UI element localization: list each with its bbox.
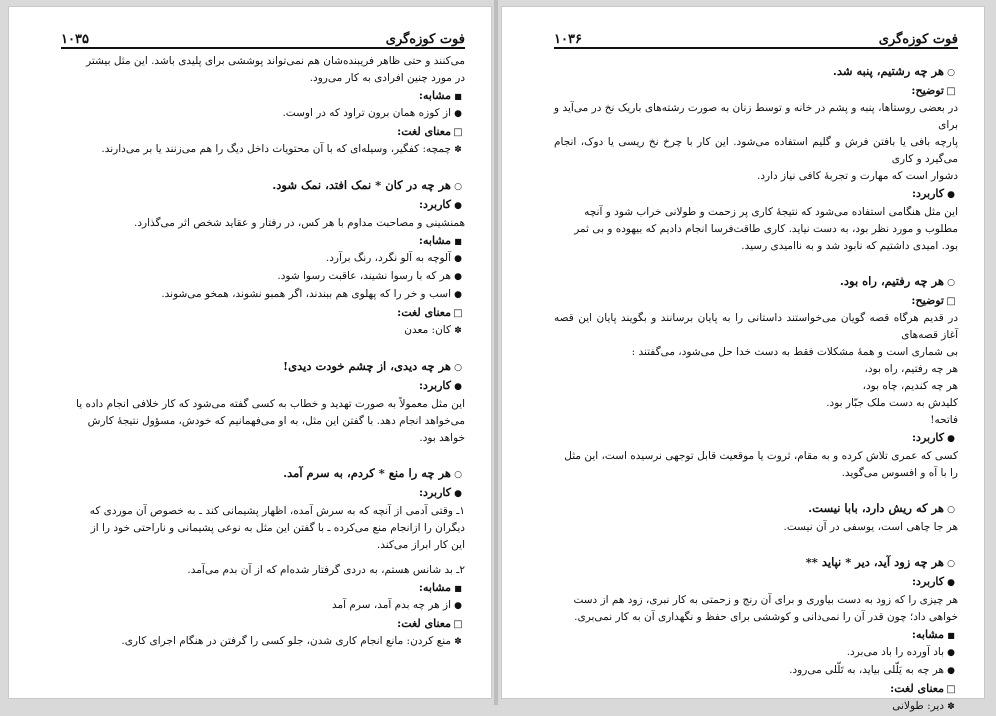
section-label: [61, 615, 465, 633]
square-bullet-icon: [944, 626, 958, 644]
line-text: هر که با رسوا نشیند، عاقبت رسوا شود.: [277, 270, 451, 282]
text-line: [554, 310, 958, 344]
left-page-body: [61, 53, 465, 690]
section-label: [61, 123, 465, 141]
section-label: [61, 87, 465, 105]
line-text: همنشینی و مصاحبت مداوم با هر کس، در رفتار و عقاید شخص اثر می‌گذارد.: [134, 217, 465, 229]
proverb-heading: [554, 554, 958, 573]
list-item: [61, 105, 465, 123]
box-bullet-icon: [451, 615, 465, 633]
section-label: [61, 377, 465, 396]
book-gutter: [494, 0, 498, 705]
proverb-heading: [61, 177, 465, 196]
line-text: کلیدش به دست ملک جبّار بود.: [826, 397, 958, 409]
text-line: [61, 430, 465, 447]
left-page-header: [61, 25, 465, 49]
line-text: معنای لغت:: [397, 125, 451, 138]
text-line: [61, 537, 465, 554]
list-item: [61, 597, 465, 615]
dot-bullet-icon: [451, 250, 465, 268]
circle-bullet-icon: [944, 273, 958, 292]
right-page-body: [554, 53, 958, 712]
section-label: [554, 573, 958, 592]
line-text: دیگران را ازانجام منع می‌کرده ـ با گفتن این مثل به نوعی پشیمانی و ناراحتی خود را از: [90, 522, 465, 534]
star-bullet-icon: [944, 698, 958, 716]
text-line: [61, 396, 465, 413]
line-text: کاربرد:: [912, 187, 944, 200]
dot-bullet-icon: [944, 644, 958, 662]
text-line: [61, 413, 465, 430]
line-text: کاربرد:: [419, 379, 451, 392]
line-text: کاربرد:: [419, 198, 451, 211]
text-line: [554, 448, 958, 465]
circle-bullet-icon: [451, 358, 465, 377]
line-text: فاتحه!: [930, 414, 958, 426]
square-bullet-icon: [451, 87, 465, 105]
line-text: این کار ابراز می‌کند.: [376, 539, 465, 551]
dot-bullet-icon: [451, 484, 465, 503]
text-line: [554, 100, 958, 134]
text-line: [554, 519, 958, 536]
section-label: [554, 292, 958, 310]
line-text: دشوار است که مهارت و تجربهٔ کافی نیاز دارد.: [757, 170, 958, 182]
line-text: کسی که عمری تلاش کرده و به مقام، ثروت یا موقعیت قابل توجهی نرسیده است، این مثل: [564, 450, 958, 462]
line-text: توضیح:: [911, 84, 944, 97]
line-text: مشابه:: [911, 628, 944, 641]
list-item: [554, 698, 958, 716]
text-line: [554, 609, 958, 626]
line-text: کاربرد:: [912, 575, 944, 588]
section-label: [554, 429, 958, 448]
line-text: ۱ـ وقتی آدمی از آنچه که به سرش آمده، اظهار پشیمانی کند ـ به خصوص آن موردی که: [89, 505, 465, 517]
left-page-number: ۱۰۳۵: [61, 32, 89, 47]
box-bullet-icon: [451, 123, 465, 141]
line-text: در مورد چنین افرادی به کار می‌رود.: [309, 72, 465, 84]
line-text: پارچه بافی یا بافتن فرش و گلیم استفاده می‌شود. این کار با چرخ نخ ریسی یا دوک، انجام می‌گیرد و کاری: [554, 136, 958, 165]
circle-bullet-icon: [944, 500, 958, 519]
section-label: [61, 232, 465, 250]
dot-bullet-icon: [451, 105, 465, 123]
line-text: چمچه: کفگیر، وسیله‌ای که با آن محتویات داخل دیگ را هم می‌زنند یا بر می‌دارند.: [101, 143, 451, 155]
list-item: [554, 644, 958, 662]
text-line: [61, 520, 465, 537]
box-bullet-icon: [944, 82, 958, 100]
circle-bullet-icon: [944, 554, 958, 573]
line-text: هر چه رشتیم، پنبه شد.: [832, 64, 944, 78]
line-text: را با آه و افسوس می‌گوید.: [841, 467, 958, 479]
left-page: [8, 6, 492, 699]
line-text: کاربرد:: [419, 486, 451, 499]
line-text: مشابه:: [418, 89, 451, 102]
box-bullet-icon: [451, 304, 465, 322]
section-label: [61, 304, 465, 322]
proverb-heading: [61, 358, 465, 377]
section-label: [554, 82, 958, 100]
dot-bullet-icon: [451, 268, 465, 286]
dot-bullet-icon: [451, 286, 465, 304]
circle-bullet-icon: [451, 177, 465, 196]
proverb-heading: [554, 500, 958, 519]
proverb-heading: [554, 273, 958, 292]
line-text: می‌خواهد انجام دهد. با گفتن این مثل، به او می‌فهمانیم که خودش، مسؤول نتیجهٔ کارش: [87, 415, 465, 427]
star-bullet-icon: [451, 141, 465, 159]
line-text: بود. امیدی داشتیم که نابود شد و به ناامیدی رسید.: [741, 240, 958, 252]
list-item: [61, 322, 465, 340]
circle-bullet-icon: [451, 465, 465, 484]
line-text: اسب و خر را که پهلوی هم ببندند، اگر همبو نشوند، همخو می‌شوند.: [161, 288, 451, 300]
dot-bullet-icon: [451, 377, 465, 396]
right-header-title: فوت کوزه‌گری: [878, 32, 958, 47]
line-text: هر که ریش دارد، بابا نیست.: [808, 501, 944, 515]
section-label: [554, 626, 958, 644]
text-line: [554, 168, 958, 185]
line-text: هر چه رفتیم، راه بود.: [839, 274, 944, 288]
section-gap: [554, 255, 958, 263]
line-text: کاربرد:: [912, 431, 944, 444]
line-text: بی شماری است و همهٔ مشکلات فقط به دست خدا حل می‌شود، می‌گفتند :: [631, 346, 958, 358]
section-gap: [554, 482, 958, 490]
line-text: از هر چه بدم آمد، سرم آمد: [332, 599, 451, 611]
line-text: منع کردن: مانع انجام کاری شدن، جلو کسی را گرفتن در هنگام اجرای کاری.: [121, 635, 451, 647]
line-text: معنای لغت:: [397, 617, 451, 630]
square-bullet-icon: [451, 579, 465, 597]
section-gap: [61, 340, 465, 348]
line-text: توضیح:: [911, 294, 944, 307]
list-item: [61, 250, 465, 268]
square-bullet-icon: [451, 232, 465, 250]
section-gap: [61, 159, 465, 167]
line-text: معنای لغت:: [397, 306, 451, 319]
proverb-heading: [61, 465, 465, 484]
line-text: در قدیم هرگاه قصه گویان می‌خواستند داستانی را به پایان برسانند و بگویند پایان این قصه آغاز قصه‌های: [554, 312, 958, 341]
text-line: [554, 592, 958, 609]
text-line: [554, 238, 958, 255]
text-line: [554, 344, 958, 361]
list-item: [61, 286, 465, 304]
line-text: خواهی داد؛ چون قدر آن را نمی‌دانی و کوششی برای حفظ و نگهداری آن به کار نمی‌بری.: [574, 611, 958, 623]
section-label: [554, 680, 958, 698]
list-item: [61, 141, 465, 159]
line-text: هر چه زود آید، دیر * نپاید **: [805, 555, 944, 569]
text-line: [61, 53, 465, 70]
star-bullet-icon: [451, 633, 465, 651]
line-text: مطلوب و مورد نظر بود، به دست نیاید. کاری طاقت‌فرسا انجام دادیم که بیهوده و بی ثمر: [574, 223, 958, 235]
box-bullet-icon: [944, 292, 958, 310]
line-text: هر چه را منع * کردم، به سرم آمد.: [283, 466, 451, 480]
dot-bullet-icon: [451, 196, 465, 215]
section-gap: [61, 554, 465, 562]
line-text: مشابه:: [418, 581, 451, 594]
line-text: هر جا چاهی است، یوسفی در آن نیست.: [783, 521, 958, 533]
text-line: [554, 465, 958, 482]
dot-bullet-icon: [944, 573, 958, 592]
text-line: [554, 361, 958, 378]
text-line: [554, 204, 958, 221]
right-page-header: [554, 25, 958, 49]
star-bullet-icon: [451, 322, 465, 340]
list-item: [61, 268, 465, 286]
line-text: ۲ـ بد شانس هستم، به دردی گرفتار شده‌ام که از آن بدم می‌آمد.: [187, 564, 465, 576]
section-gap: [554, 536, 958, 544]
circle-bullet-icon: [944, 63, 958, 82]
line-text: می‌کنند و حتی ظاهر فریبنده‌شان هم نمی‌تواند پوششی برای پلیدی باشد. این مثل بیشتر: [86, 55, 465, 67]
text-line: [554, 378, 958, 395]
dot-bullet-icon: [944, 662, 958, 680]
line-text: هر چه کندیم، چاه بود،: [862, 380, 958, 392]
section-gap: [61, 447, 465, 455]
right-page-number: ۱۰۳۶: [554, 32, 582, 47]
line-text: معنای لغت:: [890, 682, 944, 695]
line-text: هر چیزی را که زود به دست بیاوری و برای آن رنج و زحمتی به کار نبری، زود هم از دست: [573, 594, 958, 606]
text-line: [554, 221, 958, 238]
line-text: هر چه در کان * نمک افتد، نمک شود.: [272, 178, 451, 192]
section-label: [554, 185, 958, 204]
proverb-heading: [554, 63, 958, 82]
text-line: [61, 503, 465, 520]
line-text: دیر: طولانی: [892, 700, 944, 712]
box-bullet-icon: [944, 680, 958, 698]
line-text: هر چه رفتیم، راه بود،: [864, 363, 958, 375]
text-line: [61, 70, 465, 87]
section-label: [61, 579, 465, 597]
line-text: این مثل هنگامی استفاده می‌شود که نتیجهٔ کاری پر زحمت و طولانی خراب شود و آنچه: [584, 206, 958, 218]
line-text: هر چه دیدی، از چشم خودت دیدی!: [283, 359, 451, 373]
list-item: [554, 662, 958, 680]
line-text: هر چه به یَلّلی بیاید، به تَلّلی می‌رود.: [789, 664, 944, 676]
line-text: مشابه:: [418, 234, 451, 247]
line-text: باد آورده را باد می‌برد.: [846, 646, 944, 658]
left-header-title: فوت کوزه‌گری: [385, 32, 465, 47]
dot-bullet-icon: [944, 185, 958, 204]
line-text: خواهد بود.: [419, 432, 465, 444]
line-text: از کوزه همان برون تراود که در اوست.: [282, 107, 451, 119]
line-text: کان: معدن: [404, 324, 451, 336]
line-text: آلوچه به آلو نگرد، رنگ برآرد.: [325, 252, 451, 264]
text-line: [61, 562, 465, 579]
line-text: این مثل معمولاً به صورت تهدید و خطاب به کسی گفته می‌شود که کار خلافی انجام داده یا: [76, 398, 465, 410]
section-label: [61, 196, 465, 215]
line-text: در بعضی روستاها، پنبه و پشم در خانه و توسط زنان به صورت رشته‌های باریک نخ در می‌آید و برای: [554, 102, 958, 131]
section-label: [61, 484, 465, 503]
text-line: [554, 395, 958, 412]
dot-bullet-icon: [944, 429, 958, 448]
text-line: [554, 412, 958, 429]
text-line: [61, 215, 465, 232]
right-page: [501, 6, 985, 712]
dot-bullet-icon: [451, 597, 465, 615]
text-line: [554, 134, 958, 168]
list-item: [61, 633, 465, 651]
